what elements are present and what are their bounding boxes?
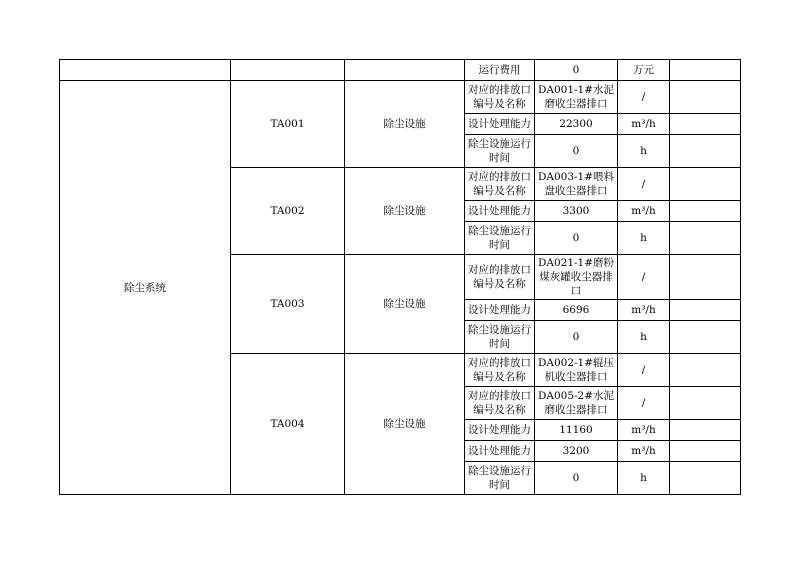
empty-cell (670, 255, 741, 300)
value-cell: DA002-1#辊压机收尘器排口 (535, 354, 618, 387)
unit-cell: / (618, 387, 670, 420)
value-cell: DA005-2#水泥磨收尘器排口 (535, 387, 618, 420)
empty-cell (670, 420, 741, 441)
value-cell: DA003-1#喂料盘收尘器排口 (535, 168, 618, 201)
value-cell: 11160 (535, 420, 618, 441)
item-cell: 对应的排放口编号及名称 (465, 354, 535, 387)
facility-type-cell: 除尘设施 (345, 168, 465, 255)
empty-cell (670, 114, 741, 135)
item-cell: 对应的排放口编号及名称 (465, 81, 535, 114)
unit-cell: / (618, 81, 670, 114)
empty-cell (345, 60, 465, 81)
unit-cell: / (618, 168, 670, 201)
empty-cell (670, 201, 741, 222)
empty-cell (670, 321, 741, 354)
unit-cell: m³/h (618, 114, 670, 135)
facility-type-cell: 除尘设施 (345, 255, 465, 354)
unit-cell: m³/h (618, 441, 670, 462)
empty-cell (670, 441, 741, 462)
empty-cell (231, 60, 345, 81)
empty-cell (670, 168, 741, 201)
item-cell: 设计处理能力 (465, 441, 535, 462)
unit-cell: h (618, 135, 670, 168)
item-cell: 除尘设施运行时间 (465, 321, 535, 354)
system-name-cell: 除尘系统 (60, 81, 231, 495)
item-cell: 设计处理能力 (465, 420, 535, 441)
facility-code-cell: TA003 (231, 255, 345, 354)
empty-cell (670, 387, 741, 420)
unit-cell: h (618, 462, 670, 495)
value-cell: 0 (535, 135, 618, 168)
value-cell: 3300 (535, 201, 618, 222)
facility-type-cell: 除尘设施 (345, 81, 465, 168)
unit-cell: 万元 (618, 60, 670, 81)
table-row (60, 81, 741, 114)
item-cell: 设计处理能力 (465, 300, 535, 321)
empty-cell (670, 81, 741, 114)
item-cell: 对应的排放口编号及名称 (465, 387, 535, 420)
value-cell: DA001-1#水泥磨收尘器排口 (535, 81, 618, 114)
empty-cell (670, 462, 741, 495)
unit-cell: m³/h (618, 420, 670, 441)
value-cell: 22300 (535, 114, 618, 135)
item-cell: 除尘设施运行时间 (465, 222, 535, 255)
value-cell: 3200 (535, 441, 618, 462)
item-cell: 对应的排放口编号及名称 (465, 255, 535, 300)
empty-cell (670, 300, 741, 321)
empty-cell (670, 222, 741, 255)
empty-cell (670, 60, 741, 81)
unit-cell: / (618, 354, 670, 387)
facility-table (59, 59, 741, 495)
value-cell: 6696 (535, 300, 618, 321)
value-cell: DA021-1#磨粉煤灰罐收尘器排口 (535, 255, 618, 300)
item-cell: 除尘设施运行时间 (465, 135, 535, 168)
value-cell: 0 (535, 321, 618, 354)
unit-cell: m³/h (618, 201, 670, 222)
item-cell: 设计处理能力 (465, 201, 535, 222)
value-cell: 0 (535, 462, 618, 495)
item-cell: 对应的排放口编号及名称 (465, 168, 535, 201)
empty-cell (670, 135, 741, 168)
facility-code-cell: TA002 (231, 168, 345, 255)
facility-code-cell: TA004 (231, 354, 345, 495)
empty-cell (670, 354, 741, 387)
value-cell: 0 (535, 222, 618, 255)
item-cell: 运行费用 (465, 60, 535, 81)
empty-cell (60, 60, 231, 81)
facility-code-cell: TA001 (231, 81, 345, 168)
unit-cell: h (618, 321, 670, 354)
unit-cell: m³/h (618, 300, 670, 321)
item-cell: 设计处理能力 (465, 114, 535, 135)
unit-cell: h (618, 222, 670, 255)
unit-cell: / (618, 255, 670, 300)
value-cell: 0 (535, 60, 618, 81)
item-cell: 除尘设施运行时间 (465, 462, 535, 495)
facility-type-cell: 除尘设施 (345, 354, 465, 495)
table-row (60, 60, 741, 81)
